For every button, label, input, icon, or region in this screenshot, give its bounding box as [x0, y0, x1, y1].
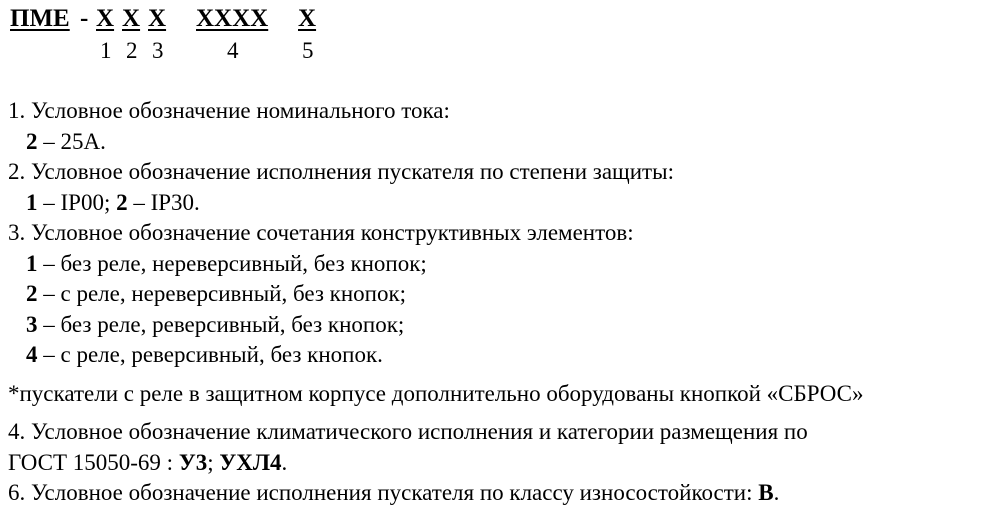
code-index-3: 3: [152, 38, 164, 63]
section-1-option: [8, 127, 988, 158]
option-code: 1: [26, 250, 38, 276]
section-3-option: [8, 249, 988, 280]
option-code: 2: [26, 128, 38, 154]
section-4-options: [8, 448, 988, 479]
section-2-options: [8, 188, 988, 219]
option-code: У3: [178, 449, 208, 475]
option-text: .: [281, 449, 288, 475]
section-4-title: 4. Условное обозначение климатического исполнения и категории размещения по: [8, 419, 808, 444]
option-code: УХЛ4: [219, 449, 282, 475]
section-6-label: 6. Условное обозначение исполнения пускателя по классу износостойкости:: [8, 480, 759, 505]
spacer: [8, 371, 988, 379]
code-separator: -: [80, 5, 89, 32]
code-index-2: 2: [126, 38, 138, 63]
section-2-title: 2. Условное обозначение исполнения пускателя по степени защиты:: [8, 159, 674, 184]
option-text: ;: [207, 449, 220, 475]
section-3-title: 3. Условное обозначение сочетания конструктивных элементов:: [8, 220, 634, 245]
spacer: [8, 409, 988, 417]
section-1-title: 1. Условное обозначение номинального тока:: [8, 98, 450, 123]
description-body: [8, 96, 988, 509]
option-code: 2: [26, 281, 38, 306]
option-code: В: [758, 480, 774, 505]
footnote: *пускатели с реле в защитном корпусе дополнительно оборудованы кнопкой «СБРОС»: [8, 380, 864, 406]
code-part-4: ХХХХ: [196, 5, 269, 32]
option-text: – с реле, реверсивный, без кнопок.: [37, 342, 383, 367]
section-6-title: [8, 478, 988, 509]
option-text: – IP00;: [37, 189, 117, 215]
option-text: ГОСТ 15050-69 :: [8, 449, 179, 475]
code-prefix: ПМЕ: [10, 5, 70, 32]
option-text: – IP30.: [127, 189, 200, 215]
designation-code: [10, 4, 410, 66]
code-index-4: 4: [227, 38, 239, 63]
option-code: 4: [26, 342, 38, 367]
section-3-option: [8, 279, 988, 310]
option-code: 1: [26, 189, 38, 215]
option-code: 2: [116, 189, 128, 215]
code-part-1: Х: [96, 5, 115, 32]
option-code: 3: [26, 311, 38, 337]
code-index-5: 5: [302, 38, 314, 63]
section-3-option: [8, 340, 988, 371]
option-text: – 25А.: [37, 128, 106, 154]
option-text: .: [773, 480, 780, 505]
option-text: – без реле, нереверсивный, без кнопок;: [37, 250, 427, 276]
option-text: – с реле, нереверсивный, без кнопок;: [37, 281, 407, 306]
code-index-1: 1: [100, 38, 112, 63]
code-part-3: Х: [148, 5, 167, 32]
code-part-5: Х: [298, 5, 317, 32]
option-text: – без реле, реверсивный, без кнопок;: [37, 311, 405, 337]
section-3-option: [8, 310, 988, 341]
code-part-2: Х: [122, 5, 141, 32]
